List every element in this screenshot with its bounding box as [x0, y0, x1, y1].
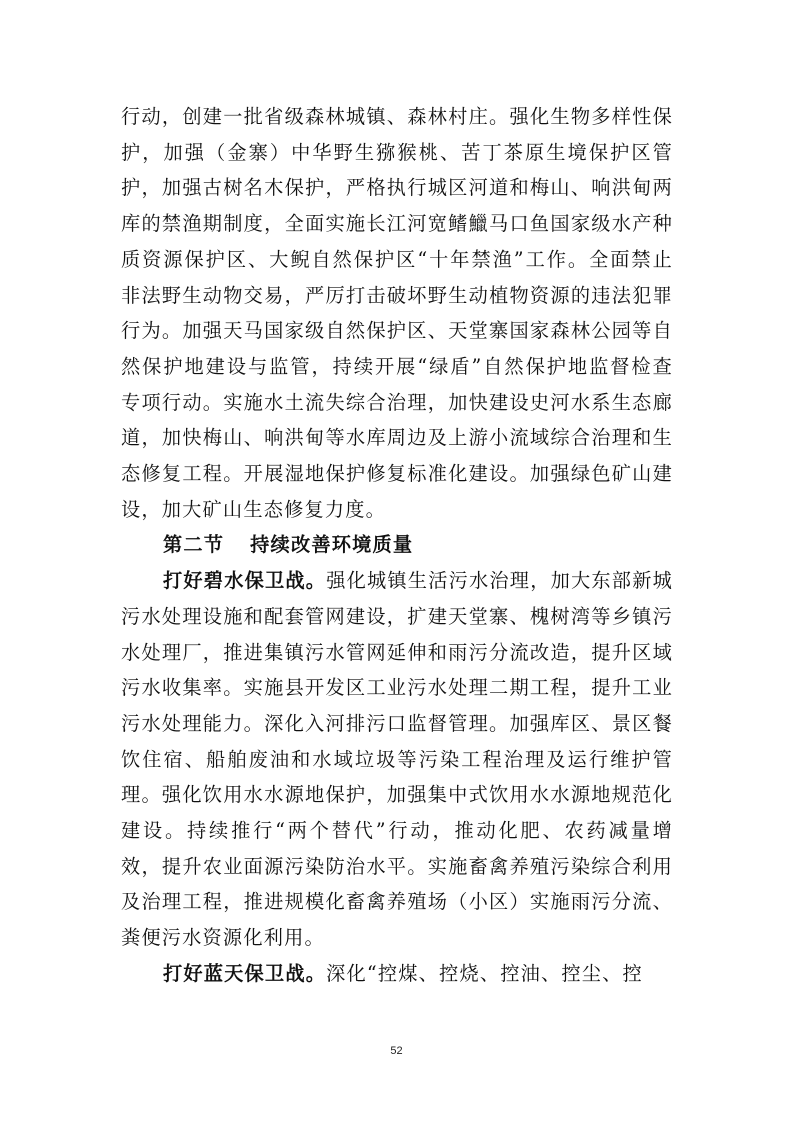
section-title: 持续改善环境质量 [250, 533, 414, 557]
page-number: 52 [390, 1045, 403, 1057]
section-heading [121, 527, 673, 563]
paragraph-ecology-text: 行动，创建一批省级森林城镇、森林村庄。强化生物多样性保护，加强（金寨）中华野生猕猴桃、苦丁茶原生境保护区管护，加强古树名木保护，严格执行城区河道和梅山、响洪甸两库的禁渔期制度，全面实施长江河宽鳍鱲马口鱼国家级水产种质资源保护区、大鲵自然保护区“十年禁渔”工作。全面禁止非法野生动物交易，严厉打击破坏野生动植物资源的违法犯罪行为。加强天马国家级自然保护区、天堂寨国家森林公园等自然保护地建设与监管，持续开展“绿盾”自然保护地监督检查专项行动。实施水土流失综合治理，加快建设史河水系生态廊道，加快梅山、响洪甸等水库周边及上游小流域综合治理和生态修复工程。开展湿地保护修复标准化建设。加强绿色矿山建设，加大矿山生态修复力度。 [121, 105, 673, 521]
paragraph-ecology [121, 99, 673, 527]
paragraph-air [121, 956, 673, 992]
document-body [121, 99, 673, 992]
paragraph-water-text: 强化城镇生活污水治理，加大东部新城污水处理设施和配套管网建设，扩建天堂寨、槐树湾等乡镇污水处理厂，推进集镇污水管网延伸和雨污分流改造，提升区域污水收集率。实施县开发区工业污水处理二期工程，提升工业污水处理能力。深化入河排污口监督管理。加强库区、景区餐饮住宿、船舶废油和水域垃圾等污染工程治理及运行维护管理。强化饮用水水源地保护，加强集中式饮用水水源地规范化建设。持续推行“两个替代”行动，推动化肥、农药减量增效，提升农业面源污染防治水平。实施畜禽养殖污染综合利用及治理工程，推进规模化畜禽养殖场（小区）实施雨污分流、粪便污水资源化利用。 [121, 569, 673, 950]
paragraph-water [121, 563, 673, 956]
paragraph-air-lead: 打好蓝天保卫战。 [163, 961, 327, 985]
paragraph-air-text: 深化“控煤、控烧、控油、控尘、控 [326, 961, 643, 985]
section-number: 第二节 [163, 533, 225, 557]
paragraph-water-lead: 打好碧水保卫战。 [163, 569, 327, 593]
